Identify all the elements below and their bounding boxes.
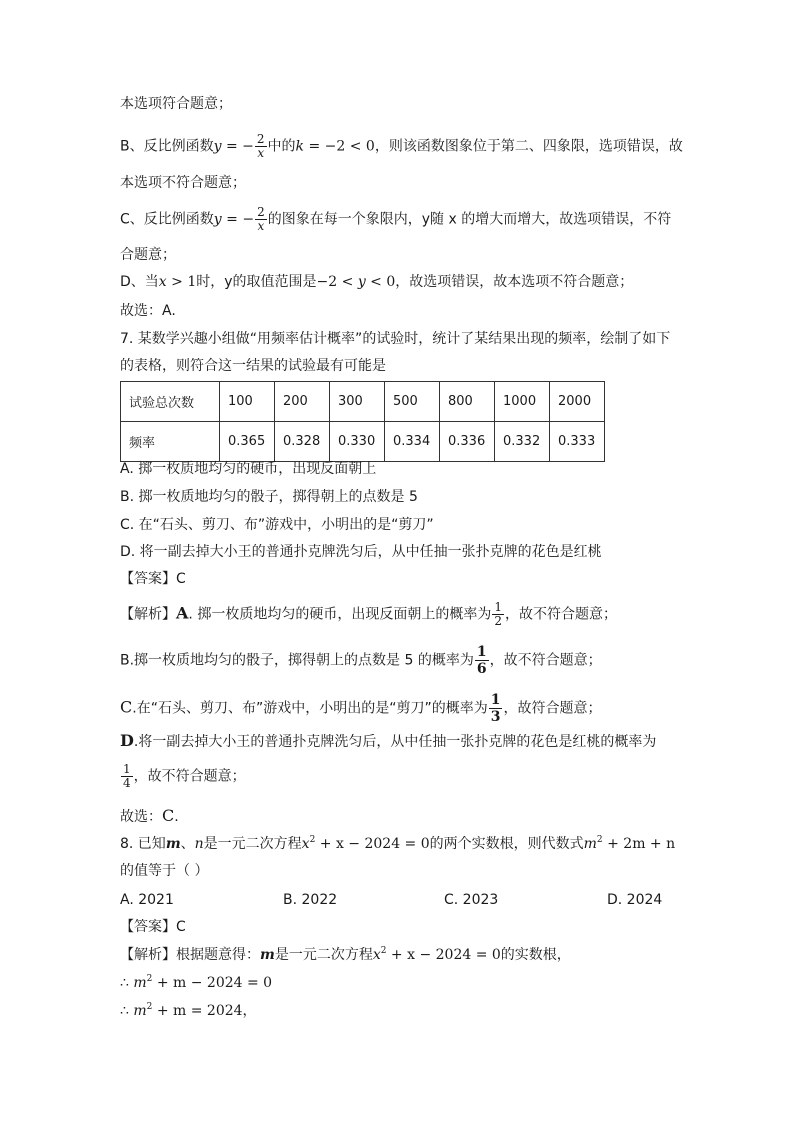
fraction <box>121 763 133 790</box>
option-a <box>120 459 376 479</box>
fraction-denominator: 2 <box>494 614 502 628</box>
text: 【解析】根据题意得： <box>120 947 260 963</box>
math: + x − 2024 = 0 <box>315 836 430 852</box>
math-var: x <box>372 947 381 963</box>
explanation-line <box>120 1001 257 1021</box>
fraction <box>492 601 504 628</box>
table-cell: 1000 <box>495 382 550 422</box>
math: + x − 2024 = 0 <box>386 947 501 963</box>
table-cell: 500 <box>385 382 440 422</box>
fraction-numerator: 1 <box>476 644 487 660</box>
table-cell: 0.336 <box>440 422 495 462</box>
math-var: m <box>165 836 181 852</box>
text-line-option-c <box>120 206 671 233</box>
text-line-option-d <box>120 272 633 292</box>
question-8-stem <box>120 861 208 881</box>
math-exponent: 2 <box>146 974 153 984</box>
fraction <box>255 133 267 160</box>
table-cell: 0.332 <box>495 422 550 462</box>
explanation-line <box>120 692 601 725</box>
math-var: x <box>158 274 167 290</box>
math: A <box>176 603 189 623</box>
text: 【答案】C <box>120 571 186 587</box>
text: 的图象在每一个象限内，y随 x 的增大而增大，故选项错误，不符 <box>267 211 672 228</box>
math-var: m <box>583 836 597 852</box>
explanation-line <box>120 644 602 677</box>
explanation-line <box>120 601 617 628</box>
text: ，故不符合题意； <box>133 768 246 785</box>
fraction-denominator: x <box>257 219 265 233</box>
fraction-numerator: 2 <box>256 132 265 146</box>
text: 的两个实数根，则代数式 <box>429 836 584 852</box>
math-exponent: 2 <box>309 835 316 845</box>
text-line-choice <box>120 301 176 321</box>
frequency-table <box>120 381 605 462</box>
math: C <box>162 806 175 825</box>
text: ，故不符合题意； <box>489 652 602 669</box>
table-header-cell: 频率 <box>121 422 220 462</box>
text: ，故不符合题意； <box>504 606 617 623</box>
table-cell: 0.330 <box>330 422 385 462</box>
fraction-denominator: 6 <box>476 661 487 677</box>
table-header-cell: 试验总次数 <box>121 382 220 422</box>
text: ，故选项错误，故本选项不符合题意； <box>395 274 634 290</box>
fraction <box>475 644 489 677</box>
math: = −2 < 0 <box>304 138 375 155</box>
text: .将一副去掉大小王的普通扑克牌洗匀后，从中任抽一张扑克牌的花色是红桃的概率为 <box>133 734 657 750</box>
text: D、当 <box>120 274 159 290</box>
text: 、 <box>180 836 195 852</box>
math-exponent: 2 <box>380 946 387 956</box>
explanation-line <box>120 763 246 790</box>
text: ，故符合题意； <box>503 700 602 717</box>
table-cell: 0.328 <box>275 422 330 462</box>
text: C、反比例函数 <box>120 211 214 228</box>
text: 时，y的取值范围是 <box>196 274 317 290</box>
text-line <box>120 245 176 265</box>
text: B. 掷一枚质地均匀的骰子，掷得朝上的点数是 5 <box>120 489 418 505</box>
text: . <box>174 809 179 825</box>
choice-line <box>120 806 179 827</box>
text: 故选： <box>120 809 162 825</box>
math: −2 < <box>316 274 358 290</box>
table-row <box>121 422 605 462</box>
math-var: y <box>357 274 366 290</box>
table-cell: 0.365 <box>220 422 275 462</box>
math: < 0 <box>365 274 396 290</box>
option-b: B. 2022 <box>283 892 338 908</box>
text: 的表格，则符合这一结果的试验最有可能是 <box>120 358 386 374</box>
text: . 掷一枚质地均匀的硬币，出现反面朝上的概率为 <box>188 606 492 623</box>
text: ， <box>242 1003 257 1019</box>
text: B、反比例函数 <box>120 138 214 155</box>
text: A. 掷一枚质地均匀的硬币，出现反面朝上 <box>120 461 377 477</box>
math: = − <box>221 211 255 228</box>
math: ∴ <box>120 975 134 991</box>
text: 的值等于（ ） <box>120 863 209 879</box>
text: 本选项不符合题意； <box>120 175 246 191</box>
fraction-denominator: 3 <box>490 709 501 725</box>
table-cell: 0.333 <box>550 422 605 462</box>
fraction-numerator: 1 <box>123 762 131 776</box>
text-line <box>120 94 232 114</box>
math-var: y <box>213 211 222 228</box>
table-cell: 200 <box>275 382 330 422</box>
question-7-stem <box>120 329 670 349</box>
text: 中的 <box>267 138 296 155</box>
math: = − <box>221 138 254 155</box>
table-row <box>121 382 605 422</box>
math: + m = 2024 <box>152 1003 243 1019</box>
text: C. 在“石头、剪刀、布”游戏中，小明出的是“剪刀” <box>120 517 434 533</box>
fraction-numerator: 2 <box>257 205 265 219</box>
math: + 2m + n <box>602 836 676 852</box>
table-cell: 300 <box>330 382 385 422</box>
question-8-stem <box>120 834 675 854</box>
fraction-numerator: 1 <box>494 600 502 614</box>
text-line-option-b <box>120 133 683 160</box>
option-b <box>120 487 418 507</box>
fraction-numerator: 1 <box>490 692 501 708</box>
option-a: A. 2021 <box>120 892 174 908</box>
math: ∴ <box>120 1003 134 1019</box>
text: .在“石头、剪刀、布”游戏中，小明出的是“剪刀”的概率为 <box>132 700 488 717</box>
answer-label <box>120 917 186 937</box>
text: 是一元二次方程 <box>274 947 373 963</box>
text: 本选项符合题意； <box>120 96 232 112</box>
explanation-line <box>120 973 272 993</box>
explanation-line <box>120 731 656 752</box>
option-d: D. 2024 <box>607 892 663 908</box>
text-line <box>120 173 246 193</box>
table-cell: 2000 <box>550 382 605 422</box>
fraction <box>255 206 267 233</box>
option-d <box>120 542 602 562</box>
text: 故选：A. <box>120 303 176 319</box>
option-c: C. 2023 <box>444 892 499 908</box>
math-var: x <box>301 836 310 852</box>
text: 是一元二次方程 <box>203 836 302 852</box>
option-c <box>120 515 434 535</box>
text: 8. 已知 <box>120 836 166 852</box>
text: 合题意； <box>120 247 176 263</box>
math-var: n <box>194 836 204 852</box>
math-var: m <box>133 1003 147 1019</box>
fraction-denominator: 4 <box>123 776 131 790</box>
text: 的实数根， <box>500 947 571 963</box>
table-cell: 800 <box>440 382 495 422</box>
math: + m − 2024 = 0 <box>152 975 273 991</box>
math-var: y <box>213 138 222 155</box>
explanation-line <box>120 945 571 965</box>
fraction <box>489 692 503 725</box>
math: > 1 <box>166 274 197 290</box>
table-cell: 0.334 <box>385 422 440 462</box>
math: D <box>120 731 134 750</box>
text: 7. 某数学兴趣小组做“用频率估计概率”的试验时，统计了某结果出现的频率，绘制了如下 <box>120 331 671 347</box>
text: 【解析】 <box>120 606 176 623</box>
table-cell: 100 <box>220 382 275 422</box>
text: D. 将一副去掉大小王的普通扑克牌洗匀后，从中任抽一张扑克牌的花色是红桃 <box>120 544 602 560</box>
math-var: m <box>260 947 275 963</box>
text: 【答案】C <box>120 919 186 935</box>
text: B.掷一枚质地均匀的骰子，掷得朝上的点数是 5 的概率为 <box>120 652 474 669</box>
question-7-stem <box>120 356 386 376</box>
fraction-denominator: x <box>257 146 265 160</box>
math: C <box>120 697 133 717</box>
math-var: k <box>295 138 305 155</box>
math-var: m <box>133 975 147 991</box>
math-exponent: 2 <box>596 835 603 845</box>
text: ，则该函数图象位于第二、四象限，选项错误，故 <box>374 138 683 155</box>
answer-label <box>120 569 186 589</box>
math-exponent: 2 <box>146 1002 153 1012</box>
